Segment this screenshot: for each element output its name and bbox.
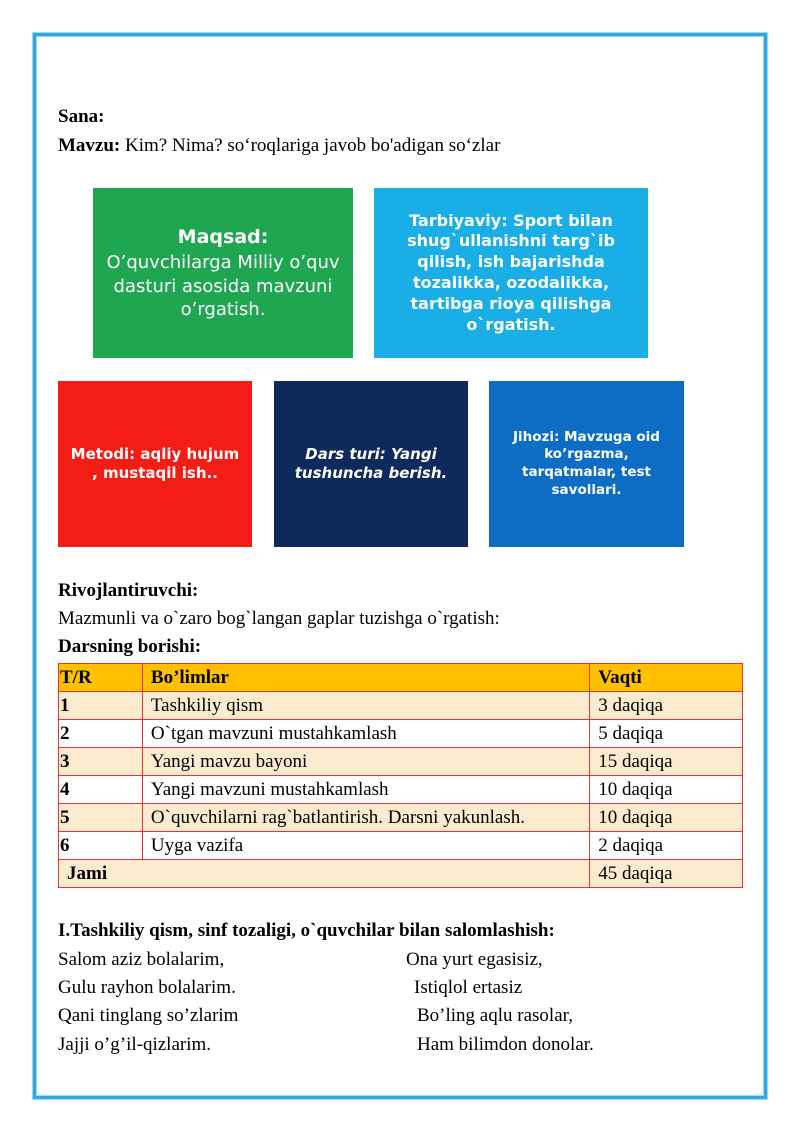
column-header-time: Vaqti — [590, 664, 743, 692]
development-text: Mazmunli va o`zaro bog`langan gaplar tuzishga o`rgatish: — [58, 608, 500, 629]
table-row — [59, 832, 743, 860]
row-section: O`quvchilarni rag`batlantirish. Darsni yakunlash. — [142, 804, 589, 832]
row-time: 2 daqiqa — [590, 832, 743, 860]
method-box — [58, 381, 252, 547]
development-label: Rivojlantiruvchi: — [58, 580, 199, 601]
row-number: 4 — [59, 776, 143, 804]
poem-right-line: Istiqlol ertasiz — [414, 977, 523, 998]
total-label: Jami — [59, 860, 590, 888]
goal-box — [93, 188, 353, 358]
lesson-type-text: Dars turi: Yangi tushuncha berish. — [294, 444, 448, 482]
row-time: 15 daqiqa — [590, 748, 743, 776]
row-number: 5 — [59, 804, 143, 832]
equipment-text: Jihozi: Mavzuga oid ko’rgazma, tarqatmalar, test savollari. — [513, 428, 660, 498]
table-total-row — [59, 860, 743, 888]
lesson-type-box — [274, 381, 468, 547]
row-section: Yangi mavzu bayoni — [142, 748, 589, 776]
goal-text: O’quvchilarga Milliy o’quv dasturi asosida mavzuni o’rgatish. — [106, 252, 340, 321]
table-row — [59, 804, 743, 832]
poem-right-line: Ham bilimdon donolar. — [417, 1034, 594, 1055]
row-number: 6 — [59, 832, 143, 860]
section-heading: I.Tashkiliy qism, sinf tozaligi, o`quvchilar bilan salomlashish: — [58, 920, 555, 941]
total-time: 45 daqiqa — [590, 860, 743, 888]
row-time: 5 daqiqa — [590, 720, 743, 748]
table-row — [59, 776, 743, 804]
row-section: Uyga vazifa — [142, 832, 589, 860]
row-time: 10 daqiqa — [590, 776, 743, 804]
educational-goal-text: Tarbiyaviy: Sport bilan shug`ullanishni targ`ib qilish, ish bajarishda tozalikka, ozodalikka, tartibga rioya qilishga o`rgatish. — [407, 210, 615, 334]
row-section: O`tgan mavzuni mustahkamlash — [142, 720, 589, 748]
method-text: Metodi: aqliy hujum , mustaqil ish.. — [70, 444, 240, 482]
row-time: 10 daqiqa — [590, 804, 743, 832]
topic-text: Kim? Nima? so‘roqlariga javob bo'adigan so‘zlar — [125, 135, 501, 156]
table-header-row — [59, 664, 743, 692]
table-row — [59, 692, 743, 720]
poem-left-line: Gulu rayhon bolalarim. — [58, 977, 236, 998]
poem-right-line: Bo’ling aqlu rasolar, — [417, 1005, 573, 1026]
row-number: 2 — [59, 720, 143, 748]
table-row — [59, 720, 743, 748]
poem-left-line: Qani tinglang so’zlarim — [58, 1005, 239, 1026]
row-number: 3 — [59, 748, 143, 776]
equipment-box — [489, 381, 684, 547]
column-header-number: T/R — [59, 664, 143, 692]
column-header-section: Bo’limlar — [142, 664, 589, 692]
poem-left-line: Salom aziz bolalarim, — [58, 949, 225, 970]
lesson-flow-label: Darsning borishi: — [58, 636, 202, 657]
row-number: 1 — [59, 692, 143, 720]
poem-left-line: Jajji o’g’il-qizlarim. — [58, 1034, 212, 1055]
date-label: Sana: — [58, 106, 105, 127]
poem-right-line: Ona yurt egasisiz, — [406, 949, 543, 970]
row-section: Yangi mavzuni mustahkamlash — [142, 776, 589, 804]
educational-goal-box — [374, 188, 648, 358]
topic-line — [58, 135, 500, 157]
goal-title: Maqsad: — [177, 225, 269, 248]
lesson-plan-table — [58, 663, 743, 888]
table-row — [59, 748, 743, 776]
row-time: 3 daqiqa — [590, 692, 743, 720]
topic-label: Mavzu: — [58, 135, 121, 156]
row-section: Tashkiliy qism — [142, 692, 589, 720]
